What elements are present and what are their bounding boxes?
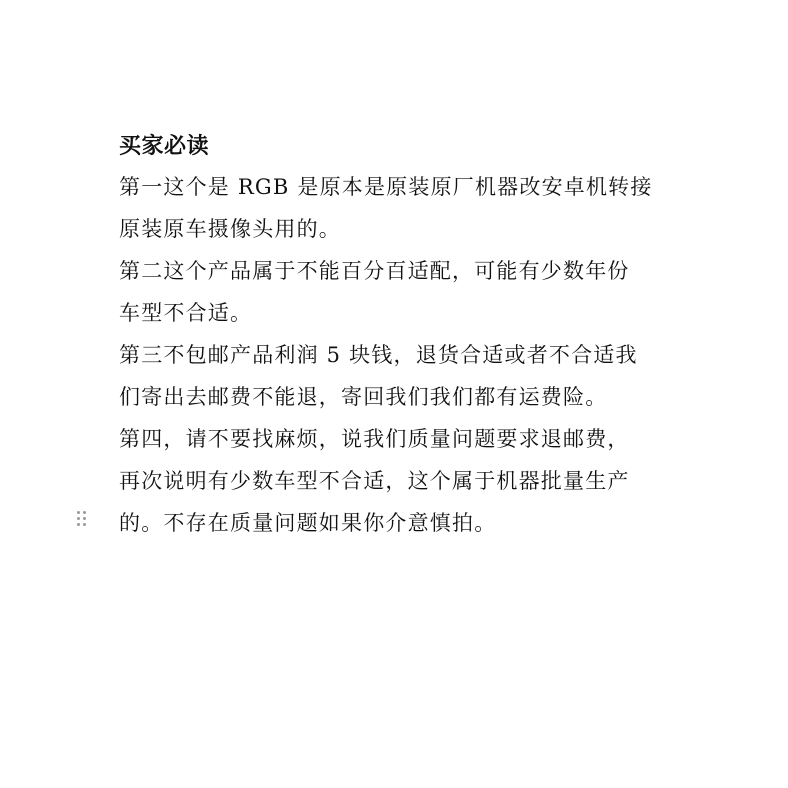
drag-handle-dot xyxy=(83,511,86,514)
paragraph-line: 第四，请不要找麻烦，说我们质量问题要求退邮费， xyxy=(119,427,630,451)
notice-heading: 买家必读 xyxy=(119,134,210,159)
drag-handle-dot xyxy=(77,511,80,514)
notice-paragraph-2 xyxy=(119,250,679,334)
drag-handle-dot xyxy=(83,523,86,526)
notice-paragraph-3 xyxy=(119,334,679,418)
drag-handle-dot xyxy=(77,523,80,526)
paragraph-line: 们寄出去邮费不能退，寄回我们我们都有运费险。 xyxy=(119,385,608,409)
drag-handle-icon[interactable] xyxy=(77,511,87,527)
notice-paragraph-4 xyxy=(119,418,679,544)
notice-paragraph-1 xyxy=(119,166,679,250)
paragraph-line: 第二这个产品属于不能百分百适配，可能有少数年份 xyxy=(119,259,630,283)
drag-handle-dot xyxy=(77,517,80,520)
paragraph-line: 的。不存在质量问题如果你介意慎拍。 xyxy=(119,511,497,535)
paragraph-line: 第一这个是 RGB 是原本是原装原厂机器改安卓机转接 xyxy=(119,175,653,199)
paragraph-line: 车型不合适。 xyxy=(119,301,253,325)
paragraph-line: 原装原车摄像头用的。 xyxy=(119,217,341,241)
paragraph-line: 再次说明有少数车型不合适，这个属于机器批量生产 xyxy=(119,469,630,493)
paragraph-line: 第三不包邮产品利润 5 块钱，退货合适或者不合适我 xyxy=(119,343,638,367)
drag-handle-dot xyxy=(83,517,86,520)
notice-content xyxy=(119,128,679,544)
